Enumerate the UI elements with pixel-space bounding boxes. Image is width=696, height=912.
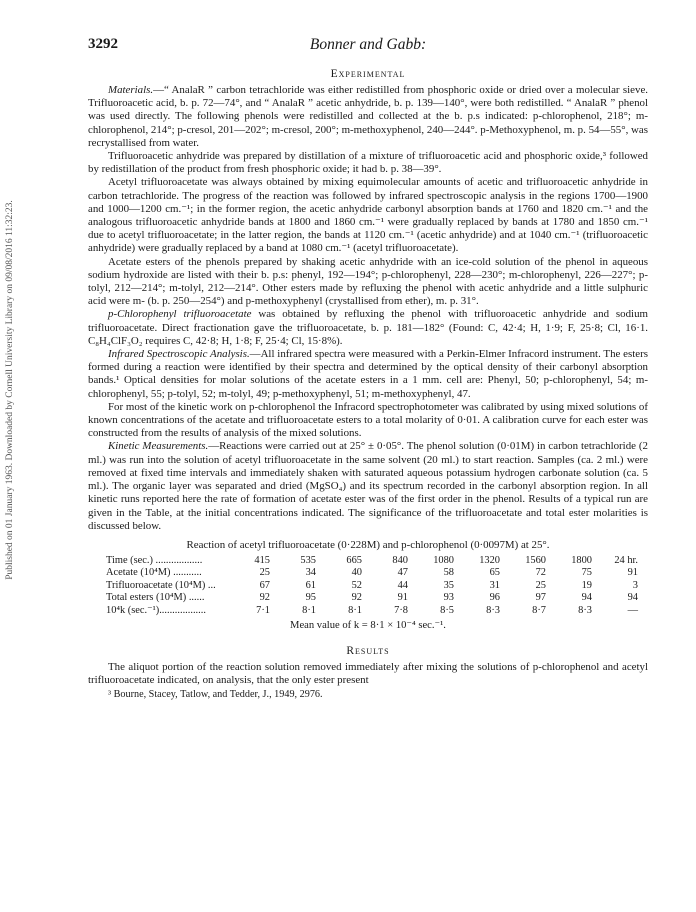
table-cell: 61 (305, 579, 316, 591)
kinetics-table (106, 555, 638, 617)
table-cell: 52 (351, 579, 362, 591)
table-cell: 1320 (479, 554, 500, 566)
paragraph-text: Acetate esters of the phenols prepared by shaking acetic anhydride with an ice-cold solution of the phenol in aqueous sodium hydroxide are listed with their b. p.s: phenyl, 192—194°; p-chlorophenyl, 228—230°; m-chlorophenyl, 226—227°; p-tolyl, 212—214°; m-tolyl, 212—214°. Other esters made by refluxing the phenol with acetic anhydride and a little sulphuric acid were m- (b. p. 250—254°) and p-methoxyphenyl (crystallised from ether), m. p. 31°. (88, 255, 648, 308)
paragraph-text: was obtained by refluxing the phenol with trifluoroacetic anhydride and sodium trifluoroacetate. Direct fractionation gave the trifluoroacetate, b. p. 181—182° (Found: C, 42·4; H, 1·9; F, 25·8; Cl, 16·1. C₈H₄ClF₃O₂ requires C, 42·8; H, 1·8; F, 25·4; Cl, 15·8%). (88, 308, 648, 347)
paragraph-lead: Materials. (108, 84, 154, 96)
table-cell: 1800 (571, 554, 592, 566)
table-cell: 25 (535, 579, 546, 591)
paragraph-lead: p-Chlorophenyl trifluoroacetate (108, 308, 252, 321)
table-cell: 94 (581, 592, 592, 604)
table-cell: 8·3 (486, 604, 500, 616)
row-label: 10⁴k (sec.⁻¹).................. (106, 604, 206, 616)
paragraph-lead: Kinetic Measurements. (108, 440, 209, 453)
paragraph-text: —Reactions were carried out at 25° ± 0·05°. The phenol solution (0·01M) in carbon tetrachloride (2 ml.) was run into the solution of acetyl trifluoroacetate in the same solvent (20 ml.) to start reaction. Samples (ca. 2 ml.) were removed at fixed time intervals and immediately shaken with saturated aqueous potassium hydrogen carbonate solution (ca. 5 ml.). The organic layer was separated and dried (MgSO₄) and its spectrum recorded in the carbonyl absorption region. In all kinetic runs reported here the rate of formation of acetate ester was of the first order in the phenol. Results of a typical run are given in the Table, at the initial concentrations indicated. The significance of the trifluoroacetate and total ester molarities is discussed below. (88, 440, 648, 532)
paragraph (88, 401, 648, 441)
table-cell: 93 (443, 592, 454, 604)
table-cell: 31 (489, 579, 500, 591)
table-cell: 665 (346, 554, 362, 566)
paragraph-text: Trifluoroacetic anhydride was prepared by distillation of a mixture of trifluoroacetic acid and phosphoric oxide,³ followed by redistillation of the product from fresh phosphoric oxide; it had b. p. 38—39°. (88, 150, 648, 176)
article-page (88, 36, 648, 700)
table-row (106, 605, 638, 617)
table-row (106, 555, 638, 567)
paragraph (88, 150, 648, 176)
paragraph-text: —“ AnalaR ” carbon tetrachloride was either redistilled from phosphoric oxide or dried over a molecular sieve. Trifluoroacetic acid, b. p. 72—74°, and “ AnalaR ” acetic anhydride, b. p. 139—140°, were both redistilled. “ AnalaR ” phenol was used directly. The following phenols were redistilled and collected at the b. p.s indicated: p-chlorophenol, 218°; m-chlorophenol, 214°; p-cresol, 201—202°; m-cresol, 200°; m-methoxyphenol, 240—244°. p-Methoxyphenol, m. p. 54—55°, was recrystallised from water. (88, 84, 648, 149)
table-cell: 1080 (433, 554, 454, 566)
table-cell: — (627, 604, 638, 616)
section-heading-results: Results (346, 644, 390, 657)
page-number: 3292 (88, 36, 118, 52)
table-cell: 58 (443, 567, 454, 579)
table-cell: 72 (535, 567, 546, 579)
table-cell: 25 (259, 567, 270, 579)
paragraph (88, 348, 648, 401)
table-cell: 840 (392, 554, 408, 566)
table-row (106, 580, 638, 592)
running-head (88, 36, 648, 56)
table-cell: 8·5 (440, 604, 454, 616)
table-cell: 35 (443, 579, 454, 591)
table-row (106, 567, 638, 579)
table-cell: 8·1 (302, 604, 316, 616)
table-cell: 94 (627, 592, 638, 604)
table-cell: 65 (489, 567, 500, 579)
table-caption: Reaction of acetyl trifluoroacetate (0·228M) and p-chlorophenol (0·0097M) at 25°. (186, 538, 550, 551)
table-cell: 97 (535, 592, 546, 604)
table-cell: 75 (581, 567, 592, 579)
table-cell: 95 (305, 592, 316, 604)
paragraph (88, 84, 648, 150)
paragraph (88, 308, 648, 348)
table-cell: 535 (300, 554, 316, 566)
paragraph (88, 176, 648, 255)
table-cell: 34 (305, 567, 316, 579)
paragraph-lead: Infrared Spectroscopic Analysis. (108, 348, 250, 361)
section-heading-experimental: Experimental (330, 68, 406, 80)
row-label: Time (sec.) .................. (106, 554, 203, 566)
mean-rate-constant: Mean value of k = 8·1 × 10⁻⁴ sec.⁻¹. (290, 619, 446, 631)
download-notice (4, 120, 16, 660)
table-cell: 91 (627, 567, 638, 579)
table-cell: 8·7 (532, 604, 546, 616)
table-cell: 92 (351, 592, 362, 604)
table-cell: 7·8 (394, 604, 408, 616)
table-cell: 96 (489, 592, 500, 604)
table-cell: 24 hr. (614, 554, 638, 566)
table-cell: 92 (259, 592, 270, 604)
table-cell: 91 (397, 592, 408, 604)
download-notice-text: Published on 01 January 1963. Downloaded by Cornell University Library on 09/08/2016 11:32:23. (5, 200, 15, 580)
results-paragraph: The aliquot portion of the reaction solution removed immediately after mixing the solutions of p-chlorophenol and acetyl trifluoroacetate indicated, on analysis, that the only ester present (88, 660, 648, 687)
table-cell: 415 (254, 554, 270, 566)
row-label: Total esters (10⁴M) ...... (106, 592, 205, 604)
row-label: Trifluoroacetate (10⁴M) ... (106, 579, 216, 591)
table-cell: 8·1 (348, 604, 362, 616)
table-cell: 47 (397, 567, 408, 579)
paragraph (88, 440, 648, 532)
table-row (106, 592, 638, 604)
table-cell: 1560 (525, 554, 546, 566)
row-label: Acetate (10⁴M) ........... (106, 567, 202, 579)
table-cell: 3 (632, 579, 638, 591)
paragraph-text: For most of the kinetic work on p-chlorophenol the Infracord spectrophotometer was calibrated by using mixed solutions of known concentrations of the acetate and trifluoroacetate esters to a total molarity of 0·01. A calibration curve for each ester was constructed from the results of analysis of the mixed solutions. (88, 400, 648, 440)
table-cell: 40 (351, 567, 362, 579)
table-cell: 44 (397, 579, 408, 591)
table-cell: 8·3 (578, 604, 592, 616)
table-cell: 19 (581, 579, 592, 591)
table-cell: 7·1 (256, 604, 270, 616)
experimental-body (88, 84, 648, 533)
footnote: ³ Bourne, Stacey, Tatlow, and Tedder, J., 1949, 2976. (108, 689, 323, 701)
paragraph-text: Acetyl trifluoroacetate was always obtained by mixing equimolecular amounts of acetic and trifluoroacetic anhydride in carbon tetrachloride. The progress of the reaction was followed by infrared spectroscopic analysis in the regions 1700—1900 and 1000—1200 cm.⁻¹; in the former region, the acetic anhydride carbonyl absorption bands at 1760 and 1820 cm.⁻¹ and the analogous trifluoroacetic anhydride bands at 1800 and 1860 cm.⁻¹ were gradually replaced by bands at 1780 and 1850 cm.⁻¹ due to acetyl trifluoroacetate; in the latter region, the bands at 1120 cm.⁻¹ (acetic anhydride) and at 1040 cm.⁻¹ (trifluoroacetic anhydride) were gradually replaced by a band at 1080 cm.⁻¹ (acetyl trifluoroacetate). (88, 176, 648, 255)
paragraph-text: —All infrared spectra were measured with a Perkin-Elmer Infracord instrument. The esters formed during a reaction were identified by their spectra and determined by the optical density of their carbonyl absorption bands.¹ Optical densities for molar solutions of the acetate esters in a 1 mm. cell are: Phenyl, 50; p-chlorophenyl, 54; m-chlorophenyl, 55; p-tolyl, 52; m-tolyl, 49; p-methoxyphenyl, 51; m-methoxyphenyl, 47. (88, 348, 648, 400)
table-cell: 67 (259, 579, 270, 591)
running-title: Bonner and Gabb: (309, 36, 427, 53)
paragraph (88, 256, 648, 309)
